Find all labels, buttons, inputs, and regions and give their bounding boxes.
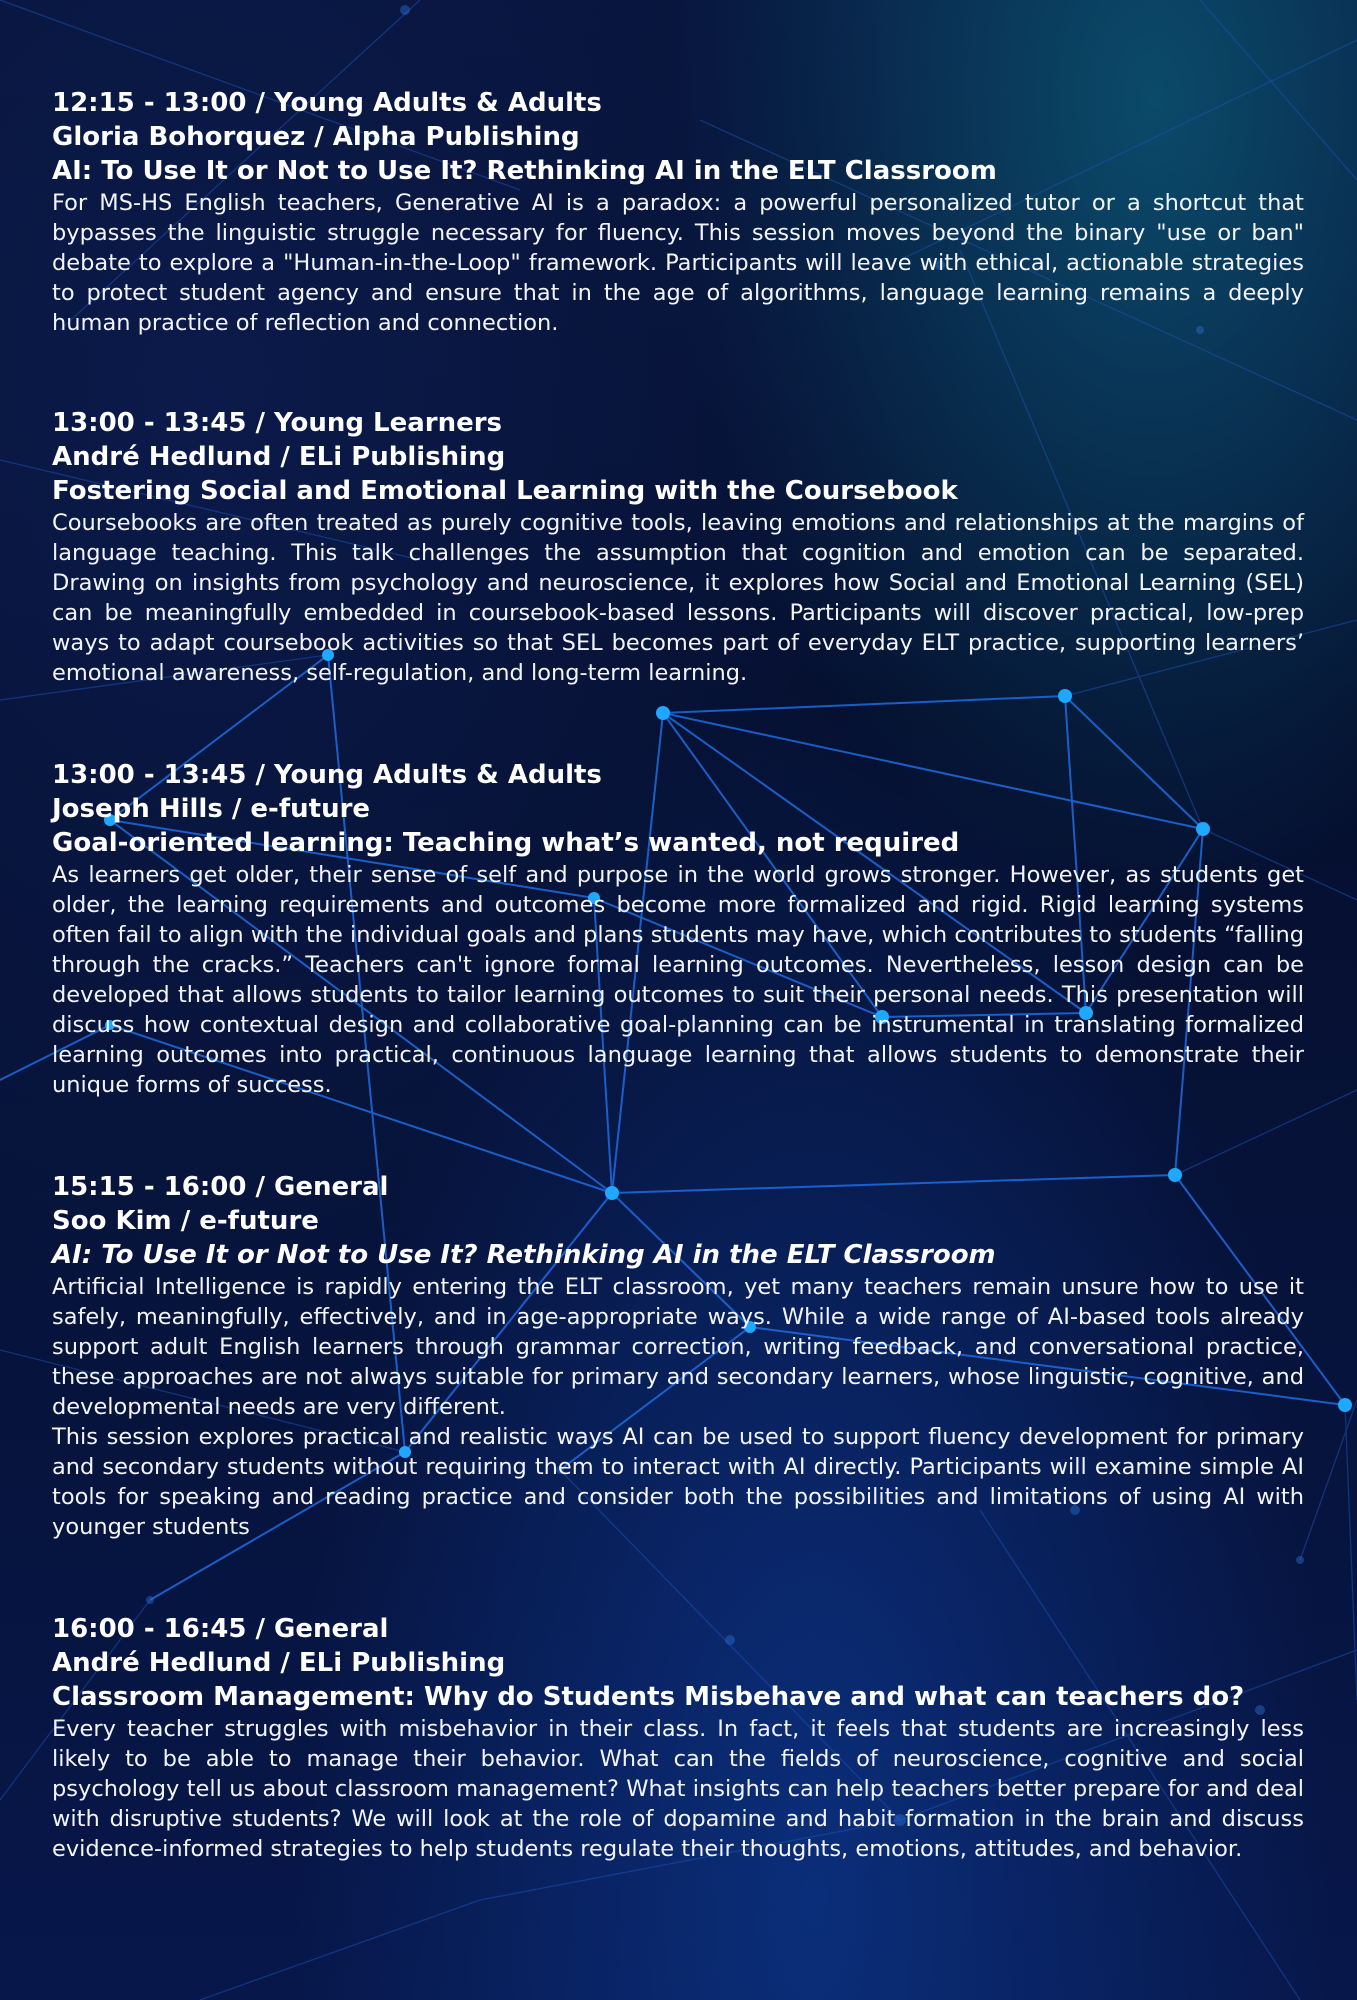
session-3	[52, 758, 1304, 1170]
session-time-audience: 12:15 - 13:00 / Young Adults & Adults	[52, 88, 602, 118]
session-title: Classroom Management: Why do Students Misbehave and what can teachers do?	[52, 1682, 1245, 1712]
session-time-audience: 13:00 - 13:45 / Young Adults & Adults	[52, 760, 602, 790]
session-description: Coursebooks are often treated as purely cognitive tools, leaving emotions and relationships at the margins of language teaching. This talk challenges the assumption that cognition and emotion can be separated. Drawing on insights from psychology and neuroscience, it explores how Social and Emotional Learning (SEL) can be meaningfully embedded in coursebook-based lessons. Participants will discover practical, low-prep ways to adapt coursebook activities so that SEL becomes part of everyday ELT practice, supporting learners’ emotional awareness, self-regulation, and long-term learning.	[52, 510, 1304, 686]
session-description: Every teacher struggles with misbehavior in their class. In fact, it feels that students are increasingly less likely to be able to manage their behavior. What can the fields of neuroscience, cognitive and social psychology tell us about classroom management? What insights can help teachers better prepare for and deal with disruptive students? We will look at the role of dopamine and habit formation in the brain and discuss evidence-informed strategies to help students regulate their thoughts, emotions, attitudes, and behavior.	[52, 1716, 1304, 1862]
session-1	[52, 86, 1304, 406]
schedule-content	[52, 86, 1304, 1864]
session-speaker: Soo Kim / e-future	[52, 1206, 319, 1236]
session-description: For MS-HS English teachers, Generative AI is a paradox: a powerful personalized tutor or a shortcut that bypasses the linguistic struggle necessary for fluency. This session moves beyond the binary "use or ban" debate to explore a "Human-in-the-Loop" framework. Participants will leave with ethical, actionable strategies to protect student agency and ensure that in the age of algorithms, language learning remains a deeply human practice of reflection and connection.	[52, 190, 1304, 336]
session-time-audience: 13:00 - 13:45 / Young Learners	[52, 408, 503, 438]
session-title: AI: To Use It or Not to Use It? Rethinking AI in the ELT Classroom	[52, 1240, 996, 1270]
session-description-continued: This session explores practical and realistic ways AI can be used to support fluency development for primary and secondary students without requiring them to interact with AI directly. Participants will examine simple AI tools for speaking and reading practice and consider both the possibilities and limitations of using AI with younger students	[52, 1424, 1304, 1540]
session-title: Fostering Social and Emotional Learning with the Coursebook	[52, 476, 958, 506]
session-time-audience: 16:00 - 16:45 / General	[52, 1614, 389, 1644]
session-time-audience: 15:15 - 16:00 / General	[52, 1172, 389, 1202]
session-5	[52, 1612, 1304, 1864]
session-speaker: André Hedlund / ELi Publishing	[52, 1648, 506, 1678]
session-title: AI: To Use It or Not to Use It? Rethinking AI in the ELT Classroom	[52, 156, 997, 186]
session-4	[52, 1170, 1304, 1612]
session-description: As learners get older, their sense of self and purpose in the world grows stronger. However, as students get older, the learning requirements and outcomes become more formalized and rigid. Rigid learning systems often fail to align with the individual goals and plans students may have, which contributes to students “falling through the cracks.” Teachers can't ignore formal learning outcomes. Nevertheless, lesson design can be developed that allows students to tailor learning outcomes to suit their personal needs. This presentation will discuss how contextual design and collaborative goal-planning can be instrumental in translating formalized learning outcomes into practical, continuous language learning that allows students to demonstrate their unique forms of success.	[52, 862, 1304, 1098]
session-speaker: Gloria Bohorquez / Alpha Publishing	[52, 122, 580, 152]
session-speaker: André Hedlund / ELi Publishing	[52, 442, 506, 472]
session-speaker: Joseph Hills / e-future	[52, 794, 371, 824]
session-2	[52, 406, 1304, 758]
session-description: Artificial Intelligence is rapidly entering the ELT classroom, yet many teachers remain unsure how to use it safely, meaningfully, effectively, and in age-appropriate ways. While a wide range of AI-based tools already support adult English learners through grammar correction, writing feedback, and conversational practice, these approaches are not always suitable for primary and secondary learners, whose linguistic, cognitive, and developmental needs are very different.	[52, 1274, 1304, 1420]
session-title: Goal-oriented learning: Teaching what’s wanted, not required	[52, 828, 960, 858]
